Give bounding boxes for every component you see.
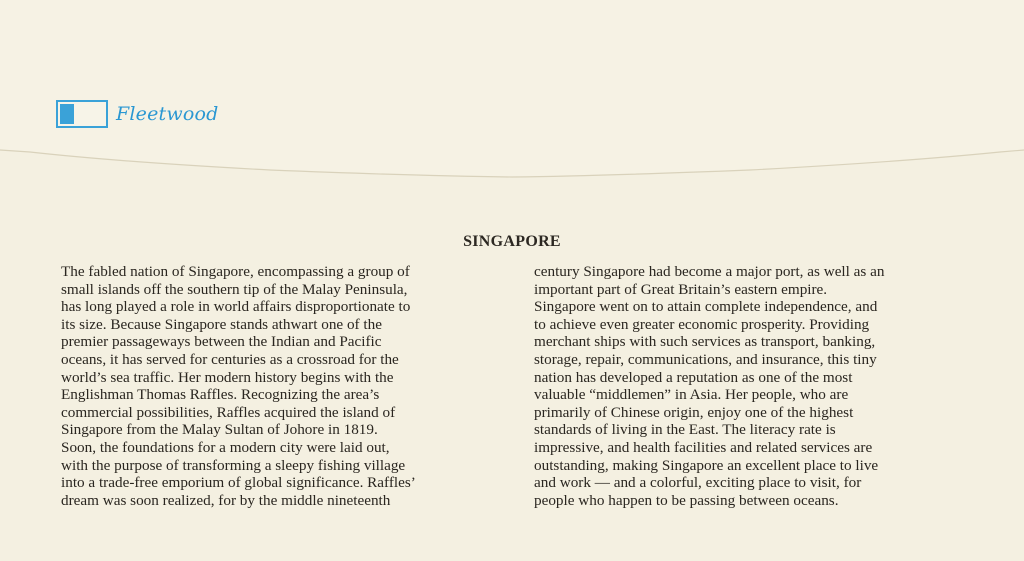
text-line: outstanding, making Singapore an excellent place to live: [534, 456, 879, 474]
text-line: The fabled nation of Singapore, encompassing a group of: [61, 263, 410, 280]
logo-fill: [60, 104, 74, 124]
text-line: important part of Great Britain’s eastern empire.: [534, 280, 828, 298]
text-line: century Singapore had become a major port, as well as an: [534, 263, 885, 280]
text-line: with the purpose of transforming a sleepy fishing village: [61, 456, 406, 474]
text-line: Soon, the foundations for a modern city were laid out,: [61, 438, 390, 456]
text-line: has long played a role in world affairs disproportionate to: [61, 298, 411, 316]
text-line: valuable “middlemen” in Asia. Her people, who are: [534, 386, 849, 404]
text-line: standards of living in the East. The literacy rate is: [534, 421, 836, 439]
text-line: primarily of Chinese origin, enjoy one of the highest: [534, 403, 854, 421]
text-line: world’s sea traffic. Her modern history begins with the: [61, 368, 394, 386]
text-line: commercial possibilities, Raffles acquired the island of: [61, 403, 396, 421]
text-line: Singapore went on to attain complete independence, and: [534, 298, 878, 316]
text-line: its size. Because Singapore stands athwart one of the: [61, 315, 382, 333]
fleetwood-logo: [56, 100, 219, 128]
text-line: small islands off the southern tip of the Malay Peninsula,: [61, 280, 408, 298]
text-line: premier passageways between the Indian and Pacific: [61, 333, 382, 351]
text-line: merchant ships with such services as transport, banking,: [534, 333, 876, 351]
text-line: dream was soon realized, for by the middle nineteenth: [61, 491, 391, 509]
logo-box-icon: [56, 100, 108, 128]
text-line: and work — and a colorful, exciting place to visit, for: [534, 474, 862, 492]
text-line: people who happen to be passing between oceans.: [534, 491, 839, 509]
right-column: [534, 263, 960, 509]
left-column: [61, 263, 487, 509]
text-line: impressive, and health facilities and related services are: [534, 438, 873, 456]
text-line: storage, repair, communications, and insurance, this tiny: [534, 350, 877, 368]
text-line: oceans, it has served for centuries as a crossroad for the: [61, 350, 399, 368]
text-line: Englishman Thomas Raffles. Recognizing the area’s: [61, 386, 380, 404]
text-line: Singapore from the Malay Sultan of Johore in 1819.: [61, 421, 378, 439]
page-title: SINGAPORE: [463, 233, 561, 250]
text-line: into a trade-free emporium of global significance. Raffles’: [61, 474, 416, 492]
text-line: to achieve even greater economic prosperity. Providing: [534, 315, 870, 333]
text-line: nation has developed a reputation as one of the most: [534, 368, 853, 386]
logo-text: Fleetwood: [116, 103, 219, 125]
